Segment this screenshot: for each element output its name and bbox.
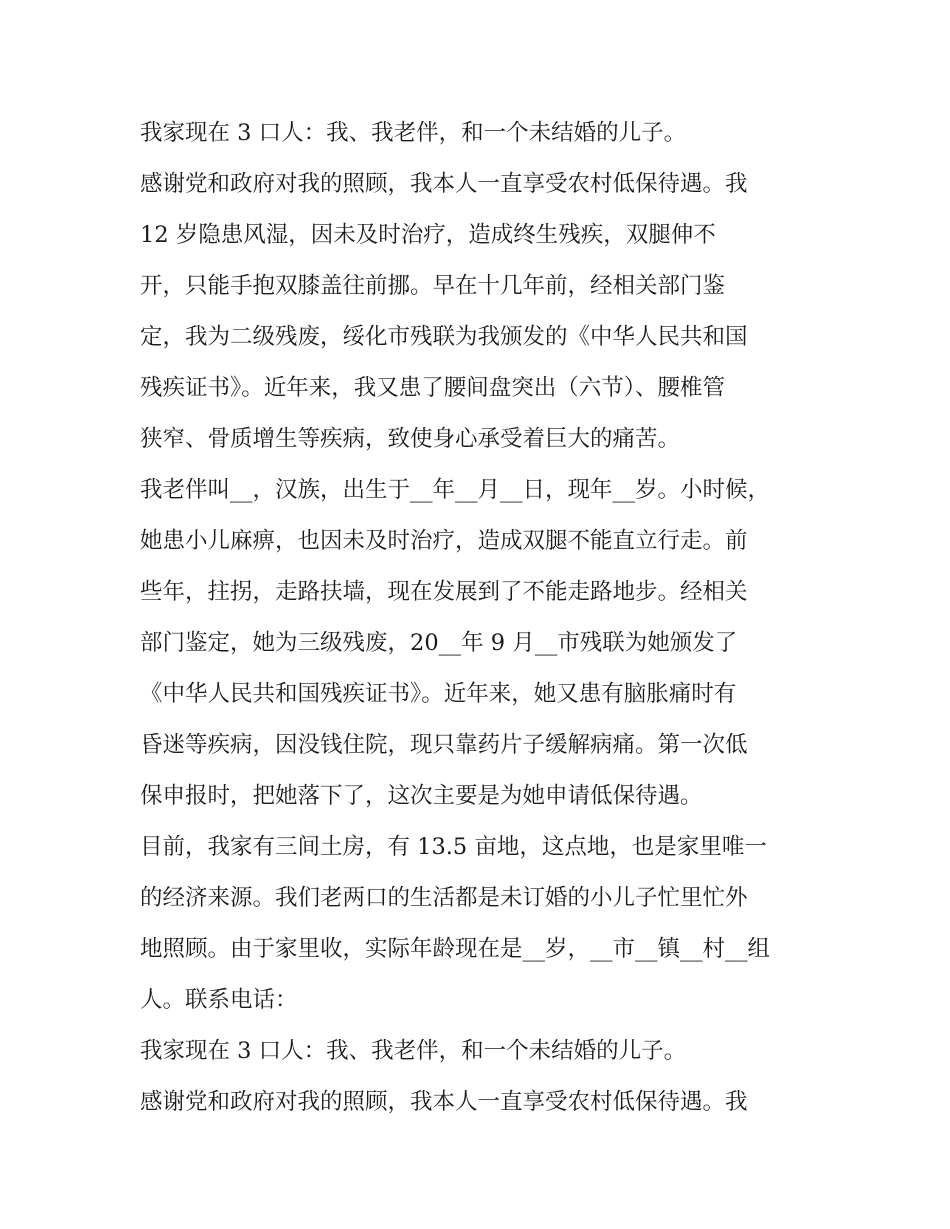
text-line: 12 岁隐患风湿，因未及时治疗，造成终生残疾，双腿伸不	[140, 222, 716, 248]
text-line: 我家现在 3 口人：我、我老伴，和一个未结婚的儿子。	[140, 120, 687, 146]
text-line: 《中华人民共和国残疾证书》。近年来，她又患有脑胀痛时有	[140, 681, 737, 707]
text-line: 狭窄、骨质增生等疾病，致使身心承受着巨大的痛苦。	[140, 426, 681, 452]
text-line: 地照顾。由于家里收，实际年龄现在是__岁，__市__镇__村__组	[140, 936, 771, 962]
text-line: 目前，我家有三间土房，有 13.5 亩地，这点地，也是家里唯一	[140, 834, 767, 860]
text-line: 感谢党和政府对我的照顾，我本人一直享受农村低保待遇。我	[140, 171, 748, 197]
text-line: 些年，拄拐，走路扶墙，现在发展到了不能走路地步。经相关	[140, 579, 748, 605]
document-body	[140, 108, 820, 1128]
text-line: 开，只能手抱双膝盖往前挪。早在十几年前，经相关部门鉴	[140, 273, 726, 299]
text-line: 我老伴叫__，汉族，出生于__年__月__日，现年__岁。小时候，	[140, 477, 771, 503]
text-line: 她患小儿麻痹，也因未及时治疗，造成双腿不能直立行走。前	[140, 528, 748, 554]
text-line: 人。联系电话：	[140, 987, 298, 1013]
text-line: 感谢党和政府对我的照顾，我本人一直享受农村低保待遇。我	[140, 1089, 748, 1115]
text-line: 部门鉴定，她为三级残废，20__年 9 月__市残联为她颁发了	[140, 630, 738, 656]
text-line: 的经济来源。我们老两口的生活都是未订婚的小儿子忙里忙外	[140, 885, 748, 911]
text-line: 昏迷等疾病，因没钱住院，现只靠药片子缓解病痛。第一次低	[140, 732, 748, 758]
text-line: 保申报时，把她落下了，这次主要是为她申请低保待遇。	[140, 783, 703, 809]
text-line: 我家现在 3 口人：我、我老伴，和一个未结婚的儿子。	[140, 1038, 687, 1064]
text-line: 残疾证书》。近年来，我又患了腰间盘突出（六节）、腰椎管	[140, 375, 726, 401]
text-line: 定，我为二级残废，绥化市残联为我颁发的《中华人民共和国	[140, 324, 748, 350]
